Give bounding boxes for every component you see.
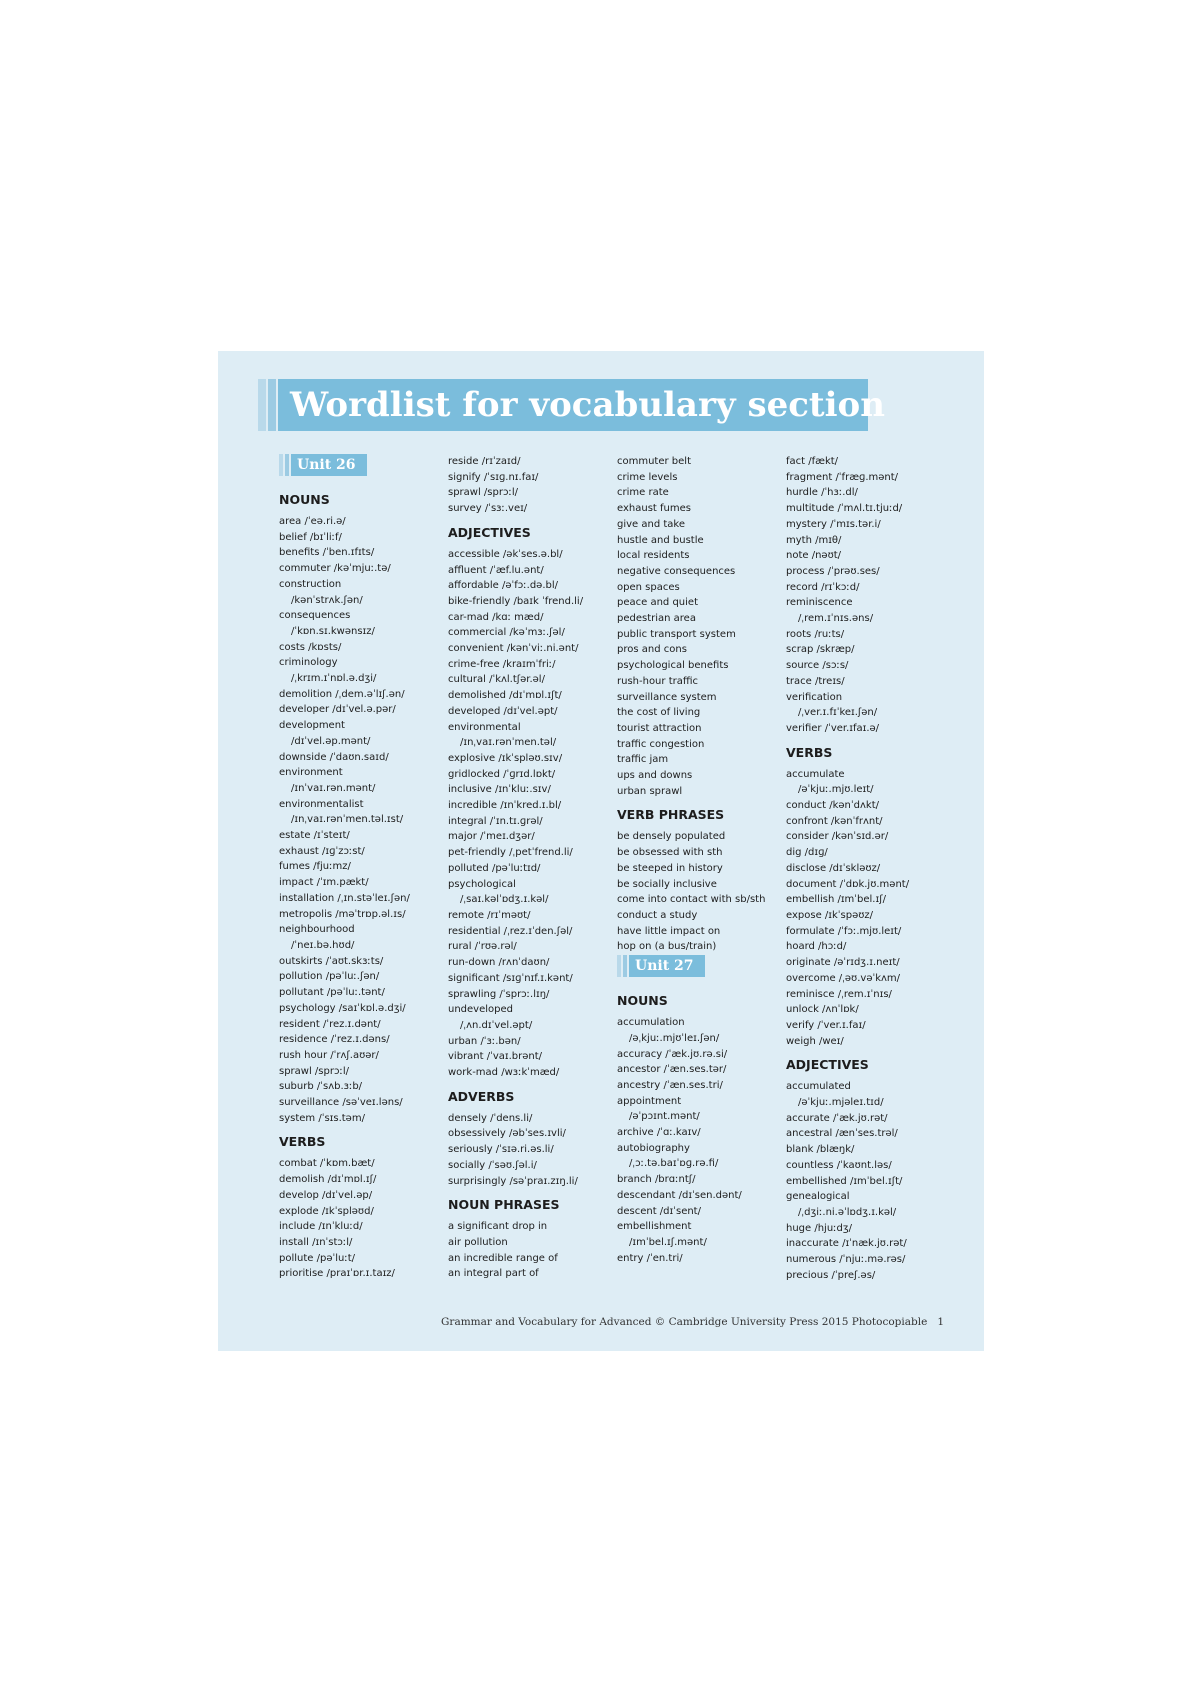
wordlist-entry: process /ˈprəʊ.ses/ [786,565,880,577]
column-4 [786,454,951,1283]
wordlist-entry: outskirts /ˈaʊt.skɜːts/ [279,955,384,967]
wordlist-entry: prioritise /praɪˈɒr.ɪ.taɪz/ [279,1268,395,1280]
wordlist-entry: hurdle /ˈhɜː.dl/ [786,487,858,499]
pronunciation-line: /ɪnˈvaɪ.rən.mənt/ [291,782,376,794]
column-1 [279,454,444,1282]
wordlist-section [448,1197,613,1282]
wordlist-entry: neighbourhood [279,924,355,936]
wordlist-entry: branch /brɑːntʃ/ [617,1174,696,1186]
wordlist-entry: peace and quiet [617,597,698,609]
wordlist-section [786,745,951,1050]
wordlist-entry: residence /ˈrez.ɪ.dəns/ [279,1034,390,1046]
wordlist-entry: suburb /ˈsʌb.ɜːb/ [279,1081,363,1093]
wordlist-entry: urban /ˈɜː.bən/ [448,1035,521,1047]
wordlist-entry: affluent /ˈæf.lu.ənt/ [448,564,544,576]
wordlist-entry: sprawl /sprɔːl/ [448,487,518,499]
wordlist-entry: huge /hjuːdʒ/ [786,1222,853,1234]
wordlist-entry: metropolis /məˈtrɒp.əl.ɪs/ [279,908,406,920]
pronunciation-line: /ɪnˌvaɪ.rənˈmen.təl.ɪst/ [291,814,404,826]
title-stripe [258,379,266,431]
wordlist-entry: commercial /kəˈmɜː.ʃəl/ [448,627,565,639]
wordlist-entry: fact /fækt/ [786,456,839,467]
wordlist-entry: demolished /dɪˈmɒl.ɪʃt/ [448,690,562,702]
wordlist-entry: accuracy /ˈæk.jʊ.rə.si/ [617,1048,728,1060]
pronunciation-line: /ˌver.ɪ.fɪˈkeɪ.ʃən/ [798,707,878,719]
wordlist-entry: verify /ˈver.ɪ.faɪ/ [786,1019,866,1031]
wordlist-entry: urban sprawl [617,785,683,797]
wordlist-entry: a significant drop in [448,1221,548,1233]
wordlist-entry: autobiography [617,1142,690,1154]
wordlist-entry: descendant /dɪˈsen.dənt/ [617,1189,742,1201]
footer-text: Grammar and Vocabulary for Advanced © Cambridge University Press 2015 Photocopiable [441,1316,928,1328]
wordlist-entry: belief /bɪˈliːf/ [279,531,342,543]
wordlist-entry: precious /ˈpreʃ.əs/ [786,1269,876,1281]
wordlist-entry: blank /blæŋk/ [786,1144,855,1156]
wordlist-section [279,454,444,1126]
wordlist-panel [218,351,984,1351]
wordlist-entry: bike-friendly /baɪk ˈfrend.li/ [448,595,584,607]
wordlist-entry: crime-free /kraɪmˈfriː/ [448,658,556,670]
wordlist-entry: work-mad /wɜːkˈmæd/ [448,1067,560,1079]
wordlist-entry: consequences [279,610,351,622]
wordlist-entry: pros and cons [617,644,687,656]
pronunciation-line: /ˌsaɪ.kəlˈɒdʒ.ɪ.kəl/ [460,894,549,906]
wordlist-entry: hoard /hɔːd/ [786,941,847,953]
wordlist-entry: air pollution [448,1236,508,1248]
wordlist-entry: confront /kənˈfrʌnt/ [786,815,883,827]
wordlist-entry: resident /ˈrez.ɪ.dənt/ [279,1018,381,1030]
wordlist-entry: open spaces [617,581,680,593]
wordlist-entry: signify /ˈsɪɡ.nɪ.faɪ/ [448,471,539,483]
wordlist-entry: roots /ruːts/ [786,628,845,640]
wordlist-entry: the cost of living [617,707,701,719]
section-heading: ADJECTIVES [786,1057,869,1073]
wordlist-entry: overcome /ˌəʊ.vəˈkʌm/ [786,972,901,984]
pronunciation-line: /ˈkɒn.sɪ.kwənsɪz/ [291,625,375,637]
wordlist-entry: commuter /kəˈmjuː.tə/ [279,563,391,575]
wordlist-entry: be steeped in history [617,862,723,874]
wordlist-entry: cultural /ˈkʌl.tʃər.əl/ [448,674,545,686]
wordlist-entry: be socially inclusive [617,878,717,890]
wordlist-entry: socially /ˈsəʊ.ʃəl.i/ [448,1159,537,1171]
wordlist-entry: affordable /əˈfɔː.də.bl/ [448,580,559,592]
wordlist-entry: surveillance system [617,691,717,703]
wordlist-entry: expose /ɪkˈspəʊz/ [786,909,874,921]
wordlist-entry: come into contact with sb/sth [617,894,766,906]
wordlist-entry: surveillance /səˈveɪ.ləns/ [279,1097,403,1109]
unit-label-text: Unit 27 [629,955,705,977]
wordlist-entry: tourist attraction [617,722,702,734]
unit-label [617,955,782,977]
wordlist-entry: crime rate [617,487,669,499]
wordlist-entry: hustle and bustle [617,534,704,546]
wordlist-section [617,454,782,799]
pronunciation-line: /ˌʌn.dɪˈvel.əpt/ [460,1019,533,1031]
wordlist-entry: psychological benefits [617,660,729,672]
wordlist-entry: undeveloped [448,1004,513,1016]
pronunciation-line: /əˌkjuː.mjʊˈleɪ.ʃən/ [629,1032,720,1044]
wordlist-entry: scrap /skræp/ [786,644,855,656]
wordlist-entry: mystery /ˈmɪs.tər.i/ [786,518,881,530]
pronunciation-line: /əˈkjuː.mjəleɪ.tɪd/ [798,1097,884,1109]
page-number: 1 [937,1316,944,1328]
wordlist-entry: numerous /ˈnjuː.mə.rəs/ [786,1254,906,1266]
wordlist-entry: pollutant /pəˈluː.tənt/ [279,987,385,999]
wordlist-entry: environment [279,767,343,779]
wordlist-entry: include /ɪnˈkluːd/ [279,1221,363,1233]
wordlist-entry: convenient /kənˈviː.ni.ənt/ [448,643,579,655]
wordlist-section [448,1089,613,1190]
pronunciation-line: /ɪnˌvaɪ.rənˈmen.təl/ [460,737,557,749]
wordlist-entry: rush hour /ˈrʌʃ.aʊər/ [279,1049,379,1061]
wordlist-entry: gridlocked /ˈɡrɪd.lɒkt/ [448,768,556,780]
wordlist-entry: residential /ˌrez.ɪˈden.ʃəl/ [448,925,573,937]
wordlist-entry: sprawl /sprɔːl/ [279,1065,349,1077]
wordlist-entry: exhaust fumes [617,503,691,515]
wordlist-entry: genealogical [786,1191,850,1203]
wordlist-section [617,955,782,1266]
pronunciation-line: /kənˈstrʌk.ʃən/ [291,594,363,606]
wordlist-entry: reminiscence [786,597,853,609]
wordlist-entry: crime levels [617,471,678,483]
wordlist-entry: explode /ɪkˈspləʊd/ [279,1205,374,1217]
pronunciation-line: /əˈpɔɪnt.mənt/ [629,1111,700,1123]
wordlist-entry: install /ɪnˈstɔːl/ [279,1236,353,1248]
wordlist-entry: note /nəʊt/ [786,550,842,562]
wordlist-entry: dig /dɪɡ/ [786,847,828,859]
wordlist-entry: psychological [448,878,516,890]
wordlist-entry: commuter belt [617,456,691,467]
wordlist-entry: ups and downs [617,770,693,782]
wordlist-entry: surprisingly /səˈpraɪ.zɪŋ.li/ [448,1175,578,1187]
wordlist-section [786,1057,951,1283]
section-heading: NOUNS [279,492,330,507]
wordlist-entry: remote /rɪˈməʊt/ [448,909,531,921]
pronunciation-line: /ˌdʒiː.ni.əˈlɒdʒ.ɪ.kəl/ [798,1206,897,1218]
section-heading: ADVERBS [448,1088,515,1104]
wordlist-entry: trace /treɪs/ [786,675,845,687]
wordlist-entry: source /sɔːs/ [786,660,849,672]
wordlist-entry: densely /ˈdens.li/ [448,1112,533,1124]
wordlist-entry: polluted /pəˈluːtɪd/ [448,862,541,874]
wordlist-entry: be obsessed with sth [617,847,723,859]
wordlist-entry: accumulated [786,1081,851,1093]
wordlist-entry: consider /kənˈsɪd.ər/ [786,831,889,843]
wordlist-entry: embellishment [617,1221,692,1233]
section-heading: VERB PHRASES [617,807,725,823]
wordlist-entry: traffic congestion [617,738,705,750]
pronunciation-line: /ˌɔː.tə.baɪˈɒɡ.rə.fi/ [629,1158,719,1170]
section-heading: VERBS [786,744,833,760]
wordlist-entry: accessible /əkˈses.ə.bl/ [448,548,563,560]
wordlist-entry: negative consequences [617,565,736,577]
wordlist-section [279,1134,444,1282]
wordlist-entry: accumulation [617,1017,685,1029]
unit-label [279,454,444,476]
wordlist-entry: reminisce /ˌrem.ɪˈnɪs/ [786,988,892,1000]
section-heading: NOUN PHRASES [448,1197,560,1213]
wordlist-entry: construction [279,578,342,590]
wordlist-entry: ancestry /ˈæn.ses.tri/ [617,1079,723,1091]
wordlist-entry: entry /ˈen.tri/ [617,1252,683,1264]
title-stripe [268,379,276,431]
wordlist-entry: pollute /pəˈluːt/ [279,1252,356,1264]
wordlist-entry: developer /dɪˈvel.ə.pər/ [279,704,396,716]
wordlist-entry: reside /rɪˈzaɪd/ [448,456,521,467]
section-heading: ADJECTIVES [448,524,531,540]
wordlist-entry: conduct /kənˈdʌkt/ [786,800,879,812]
wordlist-entry: environmental [448,721,521,733]
wordlist-entry: countless /ˈkaʊnt.ləs/ [786,1159,892,1171]
wordlist-entry: environmentalist [279,798,364,810]
wordlist-entry: sprawling /ˈsprɔː.lɪŋ/ [448,988,550,1000]
wordlist-entry: incredible /ɪnˈkred.ɪ.bl/ [448,800,562,812]
wordlist-entry: combat /ˈkɒm.bæt/ [279,1158,375,1170]
wordlist-entry: hop on (a bus/train) [617,941,717,953]
wordlist-section [786,454,951,737]
footer [218,1316,944,1328]
pronunciation-line: /ˌrem.ɪˈnɪs.əns/ [798,613,874,625]
wordlist-entry: an incredible range of [448,1252,558,1264]
wordlist-entry: pollution /pəˈluː.ʃən/ [279,971,380,983]
section-heading: VERBS [279,1134,326,1150]
wordlist-entry: originate /əˈrɪdʒ.ɪ.neɪt/ [786,957,900,969]
wordlist-entry: pet-friendly /ˌpetˈfrend.li/ [448,847,573,859]
wordlist-entry: fumes /fjuːmz/ [279,861,351,873]
wordlist-section [448,454,613,517]
wordlist-entry: have little impact on [617,925,721,937]
pronunciation-line: /ɪmˈbel.ɪʃ.mənt/ [629,1236,707,1248]
wordlist-entry: significant /sɪɡˈnɪf.ɪ.kənt/ [448,972,573,984]
wordlist-entry: installation /ˌɪn.stəˈleɪ.ʃən/ [279,892,410,904]
wordlist-entry: costs /kɒsts/ [279,641,342,653]
wordlist-entry: vibrant /ˈvaɪ.brənt/ [448,1051,543,1063]
wordlist-entry: benefits /ˈben.ɪfɪts/ [279,547,375,559]
wordlist-entry: appointment [617,1095,682,1107]
wordlist-entry: an integral part of [448,1268,539,1280]
pronunciation-line: /dɪˈvel.əp.mənt/ [291,735,371,747]
wordlist-entry: demolition /ˌdem.əˈlɪʃ.ən/ [279,688,405,700]
wordlist-entry: rural /ˈrʊə.rəl/ [448,941,517,953]
wordlist-entry: psychology /saɪˈkɒl.ə.dʒi/ [279,1002,406,1014]
wordlist-entry: descent /dɪˈsent/ [617,1205,701,1217]
wordlist-entry: ancestral /ænˈses.trəl/ [786,1128,898,1140]
wordlist-entry: conduct a study [617,909,698,921]
wordlist-entry: verifier /ˈver.ɪfaɪ.ə/ [786,722,880,734]
wordlist-entry: archive /ˈɑː.kaɪv/ [617,1127,701,1139]
wordlist-entry: give and take [617,518,686,530]
wordlist-entry: develop /dɪˈvel.əp/ [279,1189,373,1201]
wordlist-entry: verification [786,691,843,703]
wordlist-entry: integral /ˈɪn.tɪ.ɡrəl/ [448,815,543,827]
wordlist-entry: criminology [279,657,338,669]
wordlist-entry: car-mad /kɑː mæd/ [448,611,544,623]
wordlist-entry: explosive /ɪkˈspləʊ.sɪv/ [448,752,563,764]
wordlist-entry: run-down /rʌnˈdaʊn/ [448,957,550,969]
wordlist-entry: public transport system [617,628,736,640]
wordlist-entry: myth /mɪθ/ [786,534,842,546]
section-heading: NOUNS [617,993,668,1009]
wordlist-entry: estate /ɪˈsteɪt/ [279,830,350,842]
wordlist-section [448,525,613,1081]
pronunciation-line: /ˌkrɪm.ɪˈnɒl.ə.dʒi/ [291,673,377,685]
pronunciation-line: /ˈneɪ.bə.hʊd/ [291,939,355,951]
wordlist-entry: major /ˈmeɪ.dʒər/ [448,831,535,843]
wordlist-entry: embellished /ɪmˈbel.ɪʃt/ [786,1175,903,1187]
wordlist-entry: development [279,720,345,732]
pronunciation-line: /əˈkjuː.mjʊ.leɪt/ [798,784,874,796]
wordlist-entry: inaccurate /ɪˈnæk.jʊ.rət/ [786,1238,907,1250]
wordlist-entry: demolish /dɪˈmɒl.ɪʃ/ [279,1174,377,1186]
wordlist-entry: fragment /ˈfræɡ.mənt/ [786,471,899,483]
wordlist-entry: developed /dɪˈvel.əpt/ [448,705,558,717]
page-title: Wordlist for vocabulary section [278,379,868,431]
wordlist-entry: formulate /ˈfɔː.mjʊ.leɪt/ [786,925,902,937]
wordlist-entry: survey /ˈsɜː.veɪ/ [448,503,528,515]
wordlist-entry: embellish /ɪmˈbel.ɪʃ/ [786,894,886,906]
column-3 [617,454,782,1266]
wordlist-entry: be densely populated [617,831,726,843]
wordlist-entry: rush-hour traffic [617,675,699,687]
wordlist-entry: ancestor /ˈæn.ses.tər/ [617,1064,727,1076]
wordlist-entry: traffic jam [617,754,669,766]
wordlist-entry: accurate /ˈæk.jʊ.rət/ [786,1112,888,1124]
wordlist-entry: document /ˈdɒk.jʊ.mənt/ [786,878,910,890]
wordlist-entry: weigh /weɪ/ [786,1035,844,1047]
wordlist-entry: unlock /ʌnˈlɒk/ [786,1004,859,1016]
wordlist-entry: seriously /ˈsɪə.ri.əs.li/ [448,1144,554,1156]
unit-label-text: Unit 26 [291,454,367,476]
wordlist-entry: multitude /ˈmʌl.tɪ.tjuːd/ [786,503,903,515]
wordlist-entry: obsessively /əbˈses.ɪvli/ [448,1128,566,1140]
wordlist-entry: downside /ˈdaʊn.saɪd/ [279,751,389,763]
wordlist-entry: inclusive /ɪnˈkluː.sɪv/ [448,784,551,796]
wordlist-entry: impact /ˈɪm.pækt/ [279,877,369,889]
wordlist-entry: accumulate [786,768,845,780]
wordlist-section [617,807,782,955]
column-2 [448,454,613,1282]
wordlist-entry: local residents [617,550,690,562]
wordlist-entry: system /ˈsɪs.təm/ [279,1112,365,1124]
wordlist-entry: exhaust /ɪɡˈzɔːst/ [279,845,365,857]
wordlist-entry: pedestrian area [617,613,696,625]
wordlist-entry: record /rɪˈkɔːd/ [786,581,860,593]
wordlist-entry: area /ˈeə.ri.ə/ [279,516,346,527]
wordlist-entry: disclose /dɪˈskləʊz/ [786,862,881,874]
